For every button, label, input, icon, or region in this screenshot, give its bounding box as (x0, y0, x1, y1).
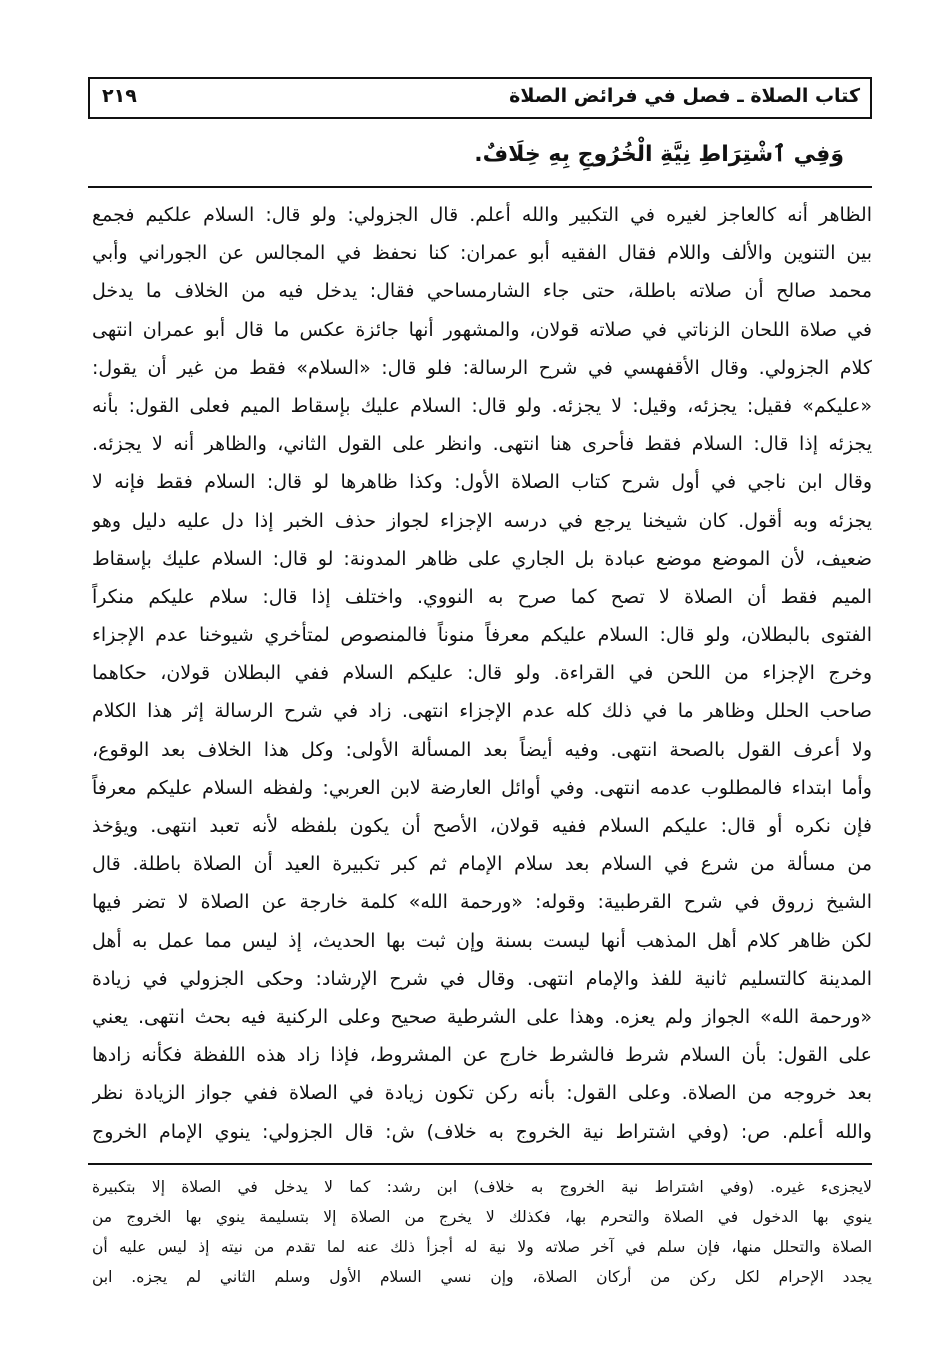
body-line: بين التنوين والألف واللام فقال الفقيه أبو عمران: كنا نحفظ في المجالس عن الجوراني وأبي (92, 242, 872, 265)
footnote-divider (88, 1163, 872, 1165)
footnote-line: لايجزىء غيره. (وفي اشتراط نية الخروج به خلاف) ابن رشد: كما لا يدخل في الصلاة إلا بتكبيرة (92, 1178, 872, 1196)
body-line: ولا أعرف القول بالصحة انتهى. وفيه أيضاً بعد المسألة الأولى: وكل هذا الخلاف بعد الوقوع، (92, 738, 872, 761)
body-line: المدينة كالتسليم ثانية للفذ والإمام انتهى. وقال في شرح الإرشاد: وحكى الجزولي في زيادة (92, 967, 872, 990)
body-line: وأما ابتداء فالمطلوب عدمه انتهى. وفي أوائل العارضة لابن العربي: ولفظه السلام عليكم معرفاً (92, 776, 872, 799)
body-line: الميم فقط أن الصلاة لا تصح كما صرح به النووي. واختلف إذا قال: سلام عليكم منكراً (92, 585, 872, 608)
body-line: في صلاة اللحان الزناتي في صلاته قولان، والمشهور أنها جائزة عكس ما قال أبو عمران انتهى (92, 318, 872, 341)
body-line: محمد صالح أن صلاته باطلة، حتى جاء الشارمساحي فقال: يدخل فيه من الخلاف ما يدخل (92, 280, 872, 303)
body-line: من مسألة من شرع في السلام بعد سلام الإمام ثم كبر تكبيرة العيد أن الصلاة باطلة. قال (92, 853, 872, 876)
commentary-body (92, 196, 872, 1151)
body-line: ضعيف، لأن الموضع موضع عبادة بل الجاري على ظاهر المدونة: لو قال: السلام عليك بإسقاط (92, 547, 872, 570)
body-line: وقال ابن ناجي في أول شرح كتاب الصلاة الأول: وكذا ظاهرها لو قال: السلام فقط فإنه لا (92, 471, 872, 494)
running-header (88, 77, 872, 119)
footnote-line: الصلاة والتحلل منها، فإن سلم في آخر صلاته ولا نية له أجزأ ذلك عنه لما تقدم من نيته إذ ليس عليه أن (92, 1238, 872, 1256)
body-line: يجزئه إذا قال: السلام فقط فأحرى هنا انتهى. وانظر على القول الثاني، والظاهر أنه لا يجزئه. (92, 433, 872, 456)
body-line: وخرج الإجزاء من اللحن في القراءة. ولو قال: عليكم السلام ففي البطلان قولان، حكاهما (92, 662, 872, 685)
body-line: على القول: بأن السلام شرط فالشرط خارج عن المشروط، فإذا زاد هذه اللفظة فكأنه زادها (92, 1044, 872, 1067)
body-line: كلام الجزولي. وقال الأقفهسي في شرح الرسالة: فلو قال: «السلام» فقط من غير أن يقول: (92, 356, 872, 379)
footnote-line: يجدد الإحرام لكل ركن من أركان الصلاة، وإن نسي السلام الأول وسلم الثاني لم يجزه. ابن (92, 1268, 872, 1286)
body-line: والله أعلم. ص: (وفي اشتراط نية الخروج به خلاف) ش: قال الجزولي: ينوي الإمام الخروج (92, 1120, 872, 1143)
matn-text: وَفِي ٱشْتِرَاطِ نِيَّةِ الْخُرُوجِ بِهِ خِلَافٌ. (474, 142, 844, 167)
body-line: «عليكم» فقيل: يجزئه، وقيل: لا يجزئه. ولو قال: السلام عليك بإسقاط الميم فعلى القول: بأنه (92, 394, 872, 417)
footnotes (92, 1172, 872, 1292)
footnote-line: ينوي بها الدخول في الصلاة والتحرم بها، فكذلك لا يخرج من الصلاة إلا بتسليمة ينوي بها الخروج من (92, 1208, 872, 1226)
body-line: الظاهر أنه كالعاجز لغيره في التكبير والله أعلم. قال الجزولي: ولو قال: السلام علكيم فجمع (92, 204, 872, 226)
body-line: فإن نكره أو قال: عليكم السلام ففيه قولان، الأصح أن يكون بلفظه لأنه تعبد انتهى. ويؤخذ (92, 815, 872, 837)
body-line: يجزئه وبه أقول. كان شيخنا يرجع في درسه الإجزاء لجواز حذف الخبر إذا دل عليه دليل وهو (92, 509, 872, 532)
body-line: الشيخ زروق في شرح القرطبية: وقوله: «ورحمة الله» كلمة خارجة عن الصلاة لا تضر فيها (92, 891, 872, 914)
chapter-title: كتاب الصلاة ـ فصل في فرائض الصلاة (509, 85, 860, 107)
body-line: الفتوى بالبطلان، ولو قال: السلام عليكم معرفاً منوناً فالمنصوص لمتأخري شيوخنا عدم الإجزاء (92, 624, 872, 647)
page-number: ٢١٩ (102, 85, 137, 107)
matn-divider (88, 186, 872, 188)
body-line: لكن ظاهر كلام أهل المذهب أنها ليست بسنة وإن ثبت بها الحديث، إذ ليس مما عمل به أهل (92, 929, 872, 952)
body-line: بعد خروجه من الصلاة. وعلى القول: بأنه ركن تكون زيادة في الصلاة ففي جواز الزيادة نظر (92, 1082, 872, 1105)
body-line: صاحب الحلل وظاهر ما في ذلك كله عدم الإجزاء انتهى. زاد في شرح الرسالة إثر هذا الكلام (92, 700, 872, 723)
body-line: «ورحمة الله» الجواز ولم يعزه. وهذا على الشرطية صحيح وعلى الركنية فيه بحث انتهى. يعني (92, 1005, 872, 1028)
